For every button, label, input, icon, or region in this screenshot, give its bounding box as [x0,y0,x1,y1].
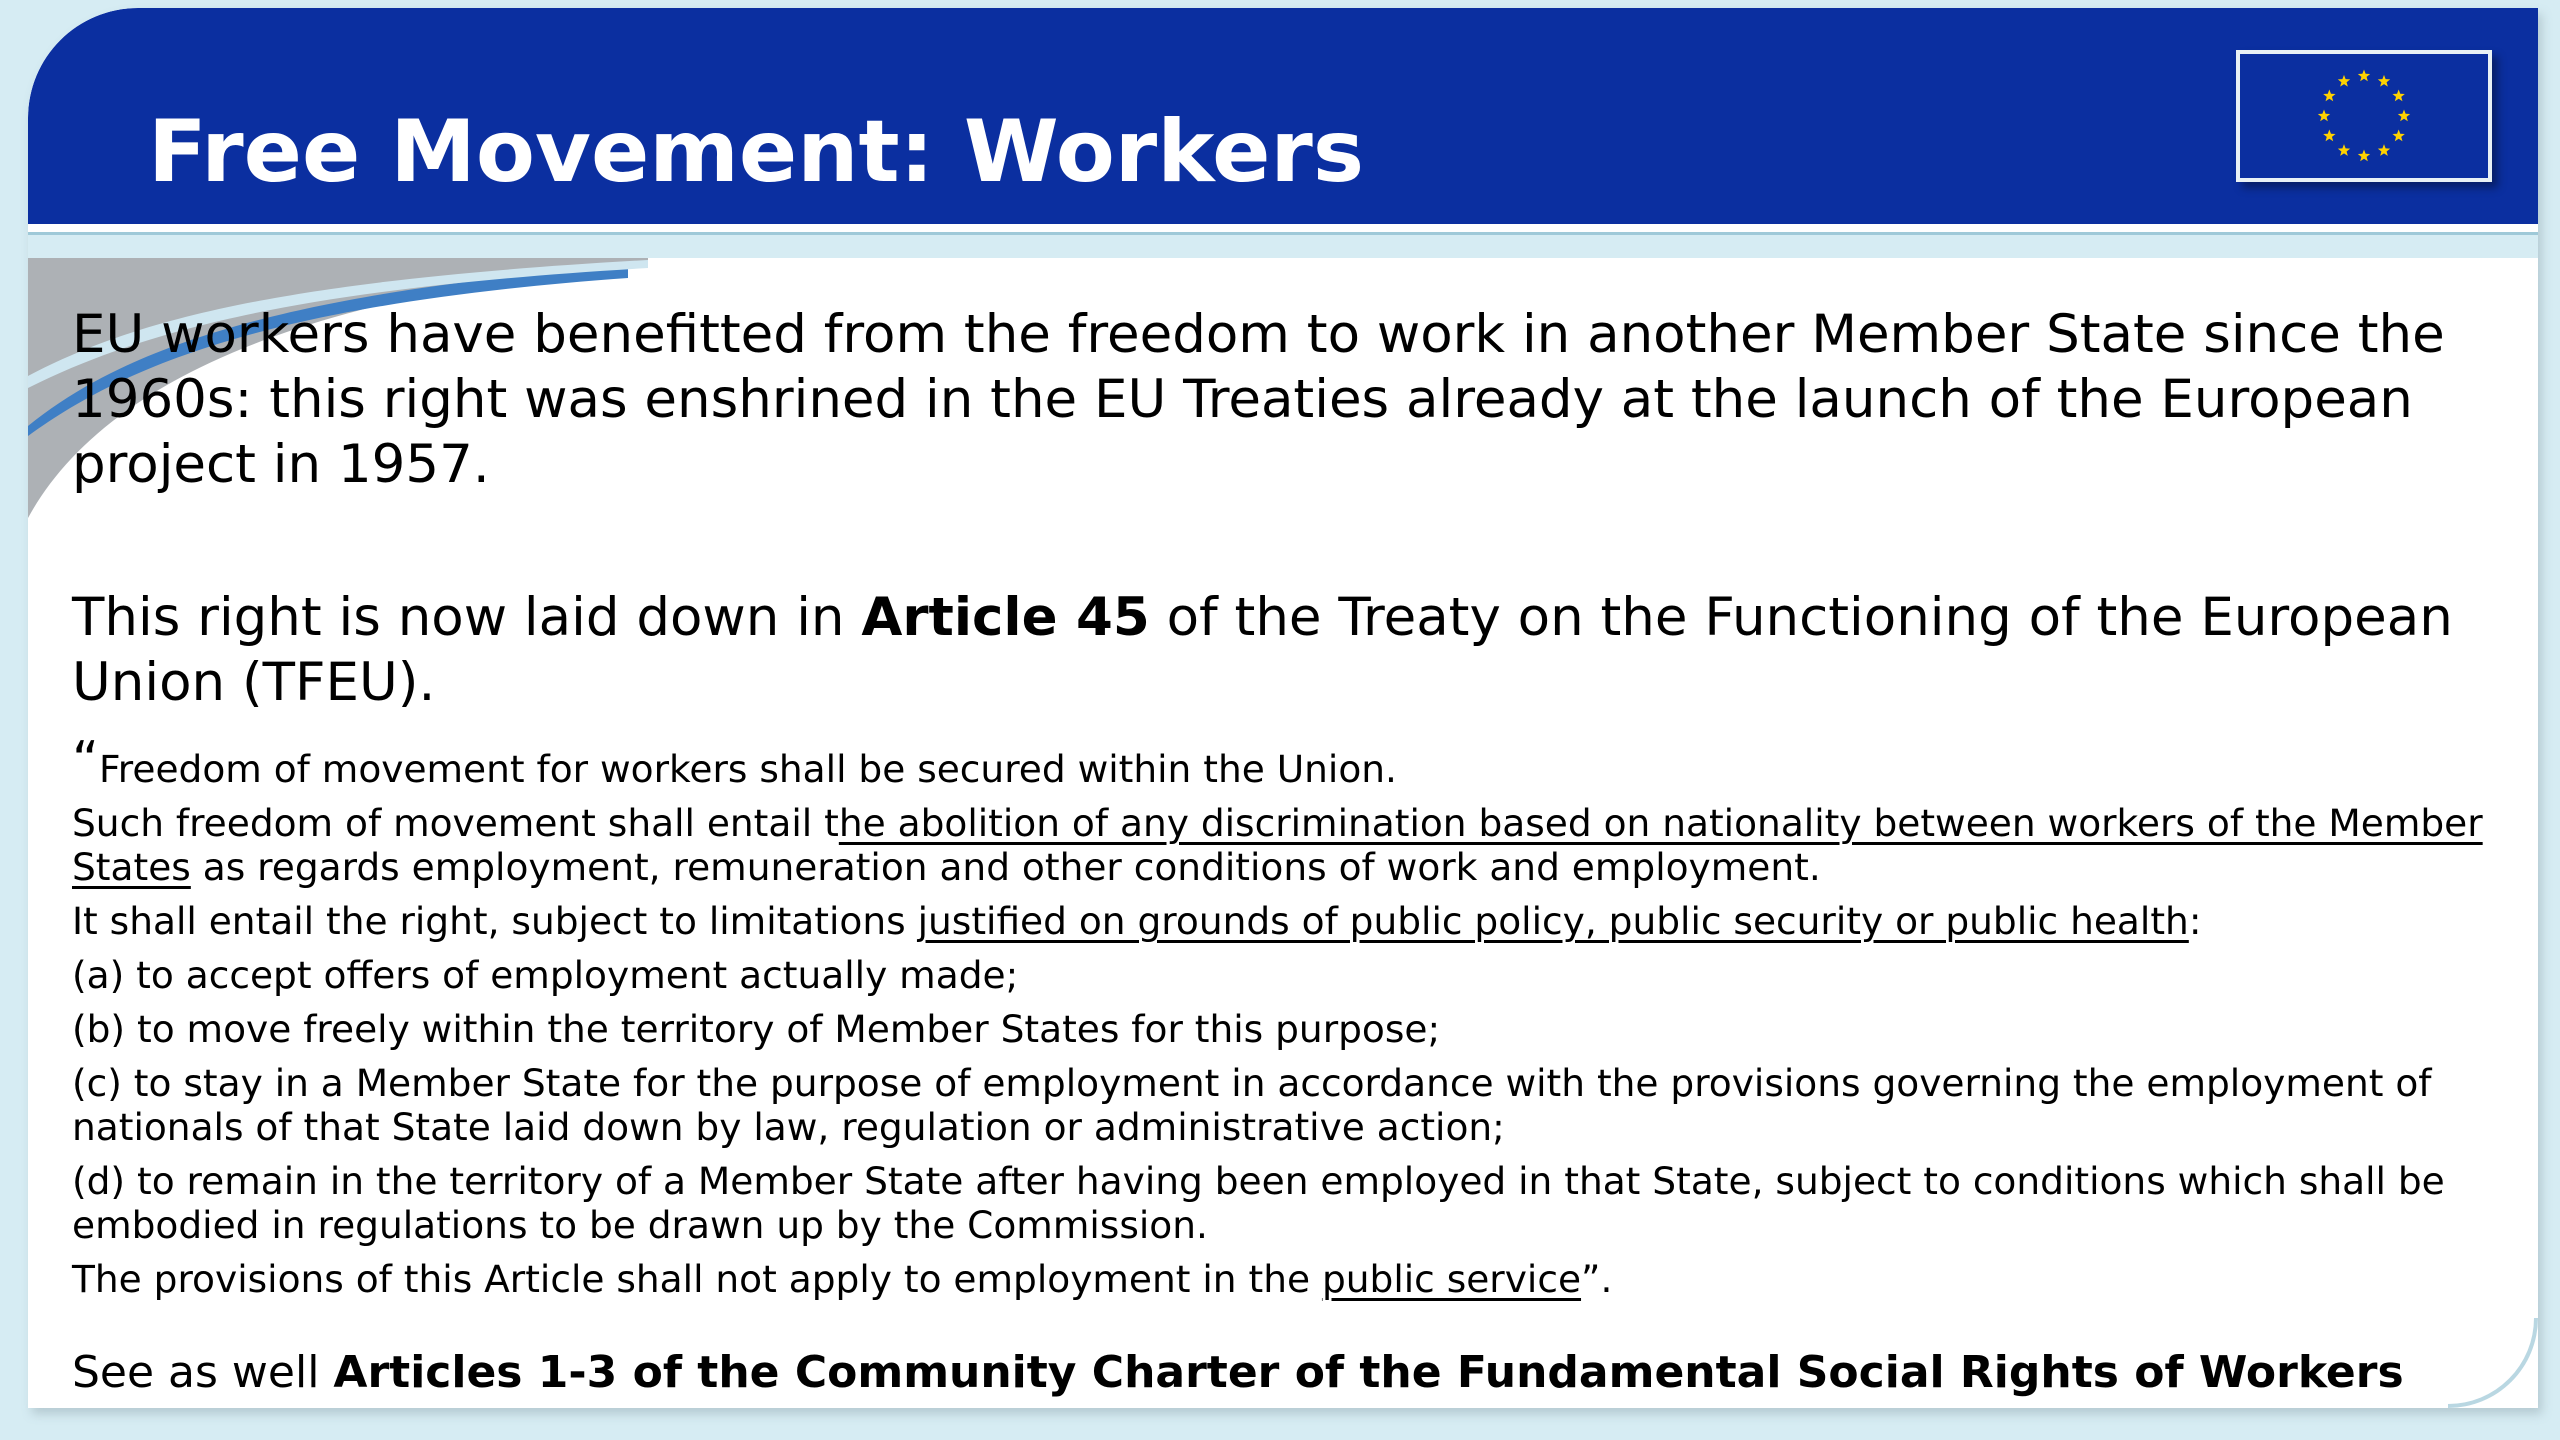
flag-star [2318,110,2330,122]
eu-flag-icon [2236,50,2492,182]
flag-star [2392,130,2404,142]
footer-note [72,1345,2512,1401]
flag-star [2358,150,2370,162]
article-text-after: of the Treaty on the Functioning of the European Union (TFEU). [72,587,2453,713]
flag-star [2323,130,2335,142]
flag-star [2378,75,2390,87]
quote-closing-after: ”. [1581,1257,1613,1301]
slide-title: Free Movement: Workers [148,102,1365,202]
eu-flag-stars [2240,54,2488,178]
flag-star [2358,70,2370,82]
flag-star [2398,110,2410,122]
list-item-d: (d) to remain in the territory of a Member State after having been employed in that State, subject to conditions which shall be embodied in regulations to be drawn up by the Commission. [72,1159,2445,1247]
quote-line-2-before: Such freedom of movement shall entail t [72,801,839,845]
quote-closing-before: The provisions of this Article shall not apply to employment in the [72,1257,1322,1301]
flag-star [2338,75,2350,87]
quote-line-3-after: : [2188,899,2202,943]
header-divider [28,232,2538,258]
quote-line-1 [72,731,2512,791]
quote-line-3 [72,899,2512,943]
quote-closing-underlined: public service [1321,1257,1582,1301]
quote-closing [72,1257,2512,1301]
article-number: Article 45 [861,587,1150,648]
quote-line-2-underlined: he abolition of any discrimination based on nationality between workers of the Member States [72,801,2483,889]
intro-paragraph: EU workers have benefitted from the freedom to work in another Member State since the 1960s: this right was enshrined in the EU Treaties already at the launch of the European project in 1957. [72,304,2445,495]
quote-line-2-after: as regards employment, remuneration and other conditions of work and employment. [190,845,1821,889]
footer-text-bold: Articles 1-3 of the Community Charter of the Fundamental Social Rights of Workers [333,1347,2404,1398]
flag-star [2378,144,2390,156]
footer-text-before: See as well [72,1347,334,1398]
quote-open-mark: “ [72,731,99,791]
list-item-c: (c) to stay in a Member State for the purpose of employment in accordance with the provisions governing the employment of nationals of that State laid down by law, regulation or administrative action; [72,1061,2432,1149]
article-paragraph [72,585,2512,715]
quote-line-3-underlined: justified on grounds of public policy, public security or public health [917,899,2189,943]
article-text-before: This right is now laid down in [72,587,862,648]
flag-star [2338,144,2350,156]
flag-star [2323,90,2335,102]
quote-line-3-before: It shall entail the right, subject to limitations [72,899,918,943]
slide [28,8,2538,1408]
quote-line-1-text: Freedom of movement for workers shall be secured within the Union. [98,747,1397,791]
list-item-b: (b) to move freely within the territory of Member States for this purpose; [72,1007,1441,1051]
slide-content [72,302,2512,1408]
list-item-a: (a) to accept offers of employment actually made; [72,953,1019,997]
flag-star [2392,90,2404,102]
quote-line-2 [72,801,2512,889]
